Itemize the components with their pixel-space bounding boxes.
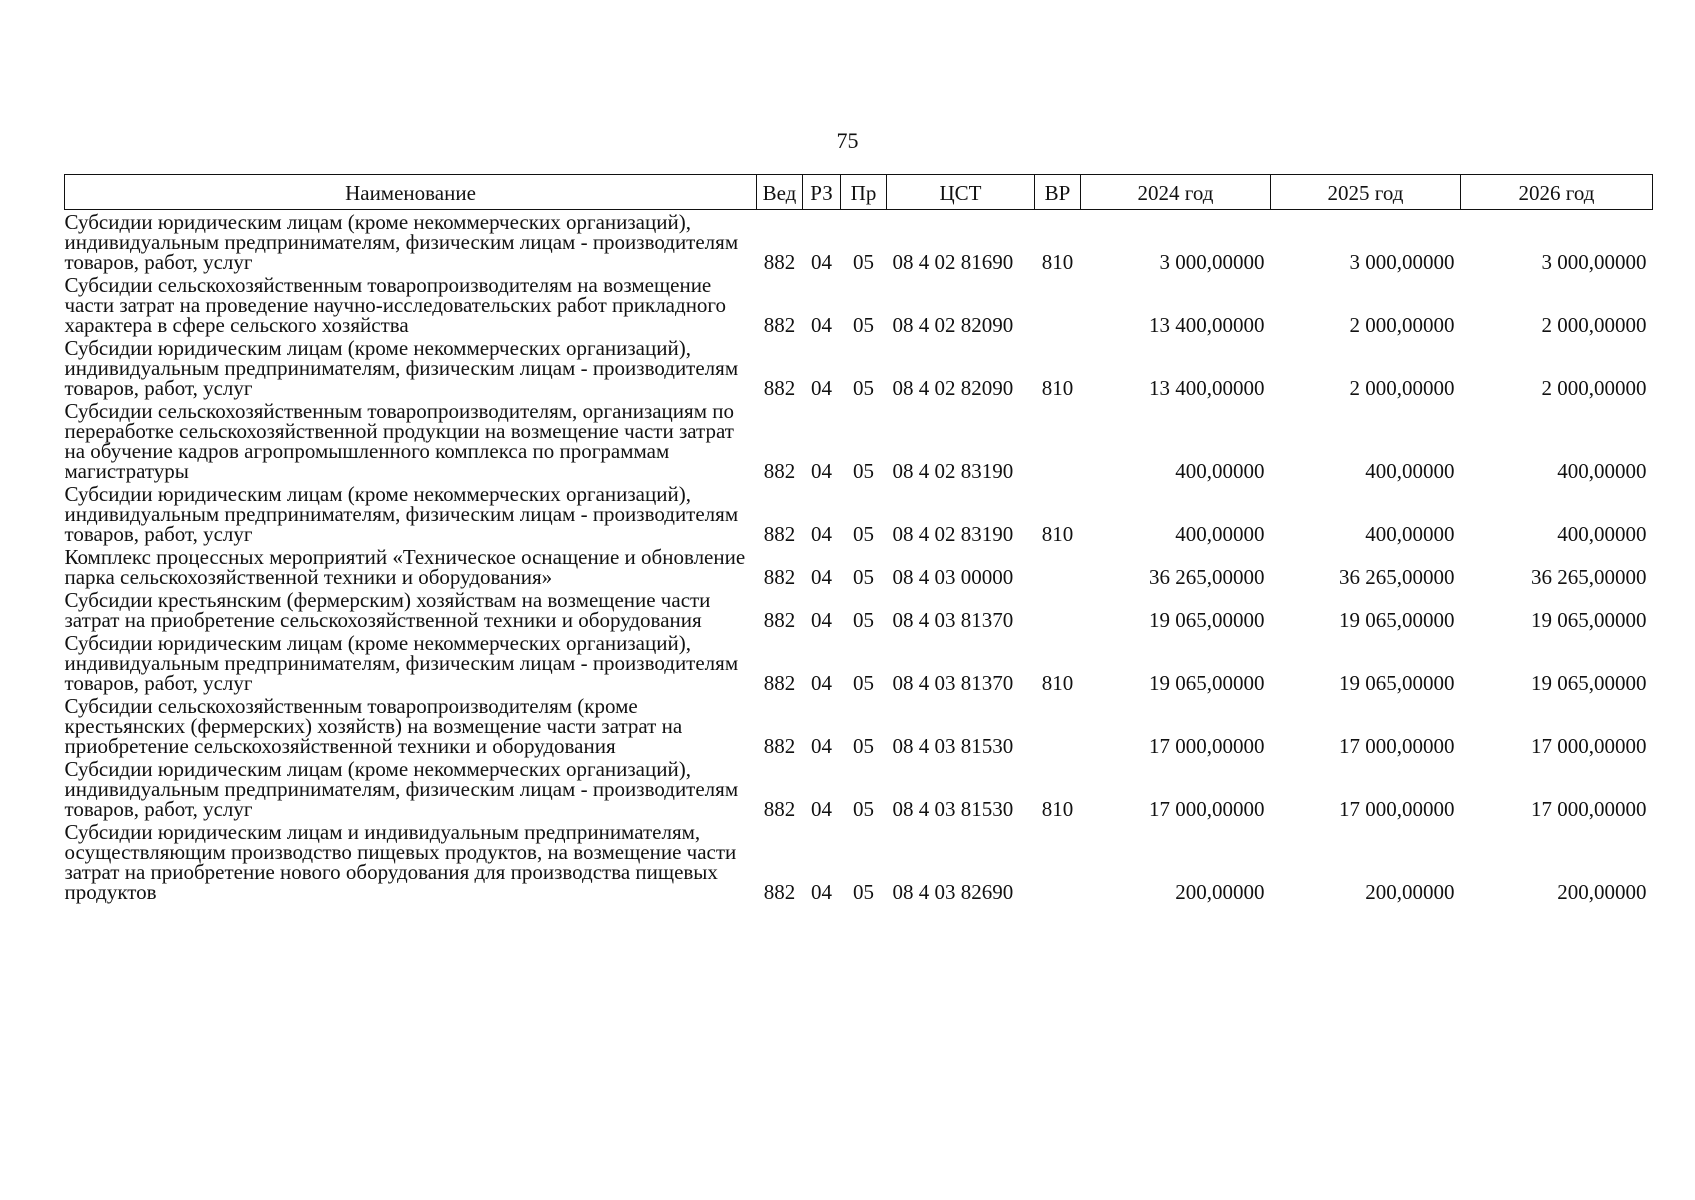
row-rz: 04 [811,565,832,589]
row-pr: 05 [853,671,874,695]
row-name: Субсидии юридическим лицам (кроме некоммерческих организаций), индивидуальным предпринимателям, физическим лицам - производителям товаров, работ, услуг [64,336,739,400]
row-name: Комплекс процессных мероприятий «Техническое оснащение и обновление парка сельскохозяйственной техники и оборудования» [64,545,746,589]
header-vr: ВР [1035,175,1081,210]
row-name: Субсидии юридическим лицам и индивидуальным предпринимателям, осуществляющим производство пищевых продуктов, на возмещение части затрат на приобретение нового оборудования для производства пищевых продуктов [64,820,737,904]
row-cst: 08 4 02 83190 [892,522,1014,546]
row-ved: 882 [763,608,796,632]
row-amount-2026: 36 265,00000 [1531,565,1647,589]
row-amount-2026: 19 065,00000 [1531,608,1647,632]
table-row [65,482,1653,545]
row-amount-2026: 200,00000 [1557,880,1647,904]
row-name: Субсидии сельскохозяйственным товаропроизводителям (кроме крестьянских (фермерских) хозяйств) на возмещение части затрат на приобретение сельскохозяйственной техники и оборудования [64,694,683,758]
row-vr [1035,273,1081,336]
row-ved: 882 [763,459,796,483]
budget-table [64,174,1653,903]
header-rz: РЗ [803,175,841,210]
header-name: Наименование [65,175,757,210]
row-amount-2025: 2 000,00000 [1349,313,1455,337]
row-rz: 04 [811,797,832,821]
row-amount-2025: 17 000,00000 [1339,797,1455,821]
row-amount-2025: 17 000,00000 [1339,734,1455,758]
row-amount-2024: 13 400,00000 [1149,376,1265,400]
row-amount-2024: 3 000,00000 [1159,250,1265,274]
row-cst: 08 4 03 81530 [892,734,1014,758]
header-2024: 2024 год [1081,175,1271,210]
row-amount-2026: 17 000,00000 [1531,797,1647,821]
row-rz: 04 [811,734,832,758]
row-amount-2024: 200,00000 [1175,880,1265,904]
row-vr: 810 [1041,522,1074,546]
row-amount-2024: 17 000,00000 [1149,797,1265,821]
row-rz: 04 [811,671,832,695]
table-header-row [65,175,1653,210]
row-amount-2025: 36 265,00000 [1339,565,1455,589]
row-cst: 08 4 02 83190 [892,459,1014,483]
table-row [65,631,1653,694]
row-amount-2025: 200,00000 [1365,880,1455,904]
row-amount-2024: 400,00000 [1175,459,1265,483]
row-rz: 04 [811,313,832,337]
row-vr: 810 [1041,250,1074,274]
row-ved: 882 [763,734,796,758]
row-amount-2024: 17 000,00000 [1149,734,1265,758]
row-vr: 810 [1041,671,1074,695]
row-name: Субсидии сельскохозяйственным товаропроизводителям на возмещение части затрат на проведение научно-исследовательских работ прикладного характера в сфере сельского хозяйства [64,273,727,337]
row-ved: 882 [763,797,796,821]
row-pr: 05 [853,522,874,546]
row-amount-2025: 400,00000 [1365,522,1455,546]
row-ved: 882 [763,565,796,589]
row-amount-2025: 19 065,00000 [1339,608,1455,632]
table-row [65,757,1653,820]
row-amount-2024: 36 265,00000 [1149,565,1265,589]
row-amount-2024: 400,00000 [1175,522,1265,546]
row-vr: 810 [1041,797,1074,821]
row-vr: 810 [1041,376,1074,400]
table-row [65,399,1653,482]
row-cst: 08 4 03 82690 [892,880,1014,904]
row-name: Субсидии юридическим лицам (кроме некоммерческих организаций), индивидуальным предпринимателям, физическим лицам - производителям товаров, работ, услуг [64,482,739,546]
row-rz: 04 [811,522,832,546]
header-pr: Пр [841,175,887,210]
row-rz: 04 [811,376,832,400]
row-pr: 05 [853,608,874,632]
row-cst: 08 4 02 82090 [892,376,1014,400]
page-number: 75 [836,128,859,153]
row-amount-2026: 2 000,00000 [1541,376,1647,400]
table-row [65,588,1653,631]
table-row [65,336,1653,399]
row-amount-2024: 13 400,00000 [1149,313,1265,337]
table-body [65,210,1653,904]
row-vr [1035,545,1081,588]
row-cst: 08 4 03 81370 [892,608,1014,632]
row-ved: 882 [763,313,796,337]
header-2025: 2025 год [1271,175,1461,210]
table-row [65,273,1653,336]
row-amount-2026: 19 065,00000 [1531,671,1647,695]
table-row [65,545,1653,588]
header-2026: 2026 год [1461,175,1653,210]
row-rz: 04 [811,459,832,483]
row-name: Субсидии крестьянским (фермерским) хозяйствам на возмещение части затрат на приобретение сельскохозяйственной техники и оборудования [64,588,711,632]
row-ved: 882 [763,671,796,695]
row-pr: 05 [853,376,874,400]
row-amount-2025: 19 065,00000 [1339,671,1455,695]
table-row [65,820,1653,903]
row-ved: 882 [763,250,796,274]
row-pr: 05 [853,250,874,274]
row-pr: 05 [853,797,874,821]
row-amount-2026: 17 000,00000 [1531,734,1647,758]
row-name: Субсидии юридическим лицам (кроме некоммерческих организаций), индивидуальным предпринимателям, физическим лицам - производителям товаров, работ, услуг [64,757,739,821]
row-name: Субсидии юридическим лицам (кроме некоммерческих организаций), индивидуальным предпринимателям, физическим лицам - производителям товаров, работ, услуг [64,210,739,274]
row-vr [1035,399,1081,482]
row-amount-2026: 2 000,00000 [1541,313,1647,337]
row-cst: 08 4 03 00000 [892,565,1014,589]
row-amount-2025: 3 000,00000 [1349,250,1455,274]
row-rz: 04 [811,250,832,274]
row-amount-2025: 2 000,00000 [1349,376,1455,400]
table-row [65,210,1653,274]
row-cst: 08 4 02 81690 [892,250,1014,274]
row-name: Субсидии сельскохозяйственным товаропроизводителям, организациям по переработке сельскохозяйственной продукции на возмещение части затрат на обучение кадров агропромышленного комплекса по программам магистратуры [64,399,734,483]
header-ved: Вед [757,175,803,210]
row-amount-2026: 400,00000 [1557,522,1647,546]
row-ved: 882 [763,880,796,904]
row-rz: 04 [811,880,832,904]
row-cst: 08 4 03 81370 [892,671,1014,695]
row-ved: 882 [763,522,796,546]
row-vr [1035,694,1081,757]
header-cst: ЦСТ [887,175,1035,210]
row-amount-2024: 19 065,00000 [1149,608,1265,632]
row-amount-2025: 400,00000 [1365,459,1455,483]
table-row [65,694,1653,757]
row-cst: 08 4 02 82090 [892,313,1014,337]
row-pr: 05 [853,734,874,758]
row-name: Субсидии юридическим лицам (кроме некоммерческих организаций), индивидуальным предпринимателям, физическим лицам - производителям товаров, работ, услуг [64,631,739,695]
row-amount-2024: 19 065,00000 [1149,671,1265,695]
row-pr: 05 [853,459,874,483]
row-pr: 05 [853,565,874,589]
row-pr: 05 [853,313,874,337]
row-ved: 882 [763,376,796,400]
row-amount-2026: 3 000,00000 [1541,250,1647,274]
row-cst: 08 4 03 81530 [892,797,1014,821]
row-vr [1035,820,1081,903]
row-pr: 05 [853,880,874,904]
row-rz: 04 [811,608,832,632]
row-amount-2026: 400,00000 [1557,459,1647,483]
row-vr [1035,588,1081,631]
